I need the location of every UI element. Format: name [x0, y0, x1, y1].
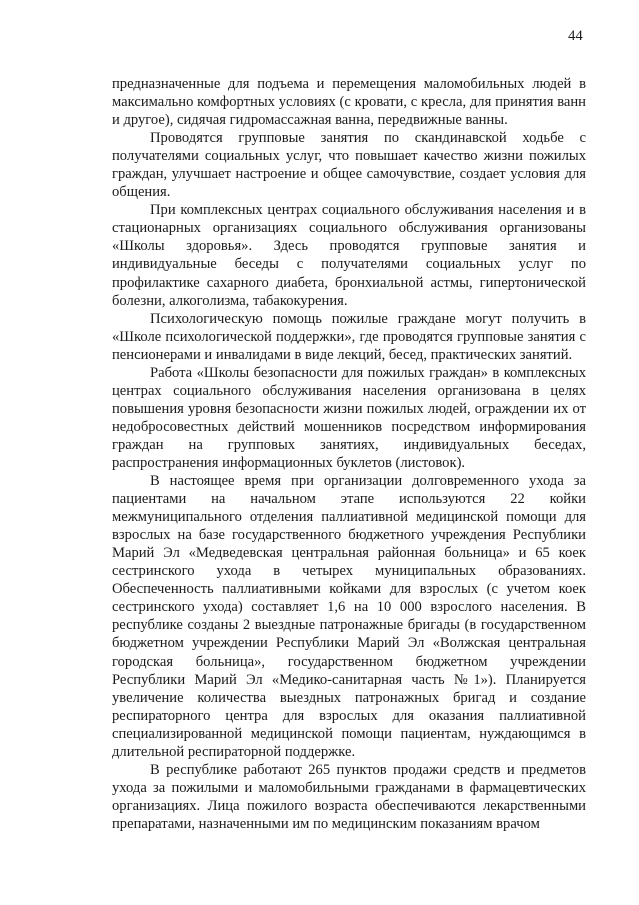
paragraph-psychological-support: Психологическую помощь пожилые граждане могут получить в «Школе психологической поддержки», где проводятся групповые занятия с пенсионерами и инвалидами в виде лекций, бесед, практических занятий.	[112, 310, 586, 363]
paragraph-palliative-care: В настоящее время при организации долговременного ухода за пациентами на начальном этапе используются 22 койки межмуниципального отделения паллиативной медицинской помощи для взрослых на базе государственного бюджетного учреждения Республики Марий Эл «Медведевская центральная районная больница» и 65 коек сестринского ухода в четырех муниципальных образованиях. Обеспеченность паллиативными койками для взрослых (с учетом коек сестринского ухода) составляет 1,6 на 10 000 взрослого населения. В республике созданы 2 выездные патронажные бригады (в государственном бюджетном учреждении Республики Марий Эл «Волжская центральная городская больница», государственном бюджетном учреждении Республики Марий Эл «Медико-санитарная часть №1»). Планируется увеличение количества выездных патронажных бригад и создание респираторного центра для взрослых для оказания паллиативной специализированной медицинской помощи пациентам, нуждающимся в длительной респираторной поддержке.	[112, 473, 586, 760]
paragraph-pharmacy-points: В республике работают 265 пунктов продажи средств и предметов ухода за пожилыми и маломобильными гражданами в фармацевтических организациях. Лица пожилого возраста обеспечиваются лекарственными препаратами, назначенными им по медицинским показаниям врачом	[112, 761, 586, 832]
paragraph-continuation: предназначенные для подъема и перемещения маломобильных людей в максимально комфортных условиях (с кровати, с кресла, для принятия ванн и другое), сидячая гидромассажная ванна, передвижные ванны.	[112, 76, 586, 129]
paragraph-safety-school: Работа «Школы безопасности для пожилых граждан» в комплексных центрах социального обслуживания населения организована в целях повышения уровня безопасности жизни пожилых людей, ограждении их от недобросовестных действий мошенников посредством информирования граждан на групповых занятиях, индивидуальных беседах, распространения информационных буклетов (листовок).	[112, 364, 586, 471]
paragraph-nordic-walking: Проводятся групповые занятия по скандинавской ходьбе с получателями социальных услуг, что повышает качество жизни пожилых граждан, улучшает настроение и общее самочувствие, создает условия для общения.	[112, 130, 586, 201]
document-body	[112, 75, 586, 833]
paragraph-health-schools: При комплексных центрах социального обслуживания населения и в стационарных организациях социального обслуживания организованы «Школы здоровья». Здесь проводятся групповые занятия и индивидуальные беседы с получателями социальных услуг по профилактике сахарного диабета, бронхиальной астмы, гипертонической болезни, алкоголизма, табакокурения.	[112, 202, 586, 309]
page-number: 44	[568, 28, 583, 44]
